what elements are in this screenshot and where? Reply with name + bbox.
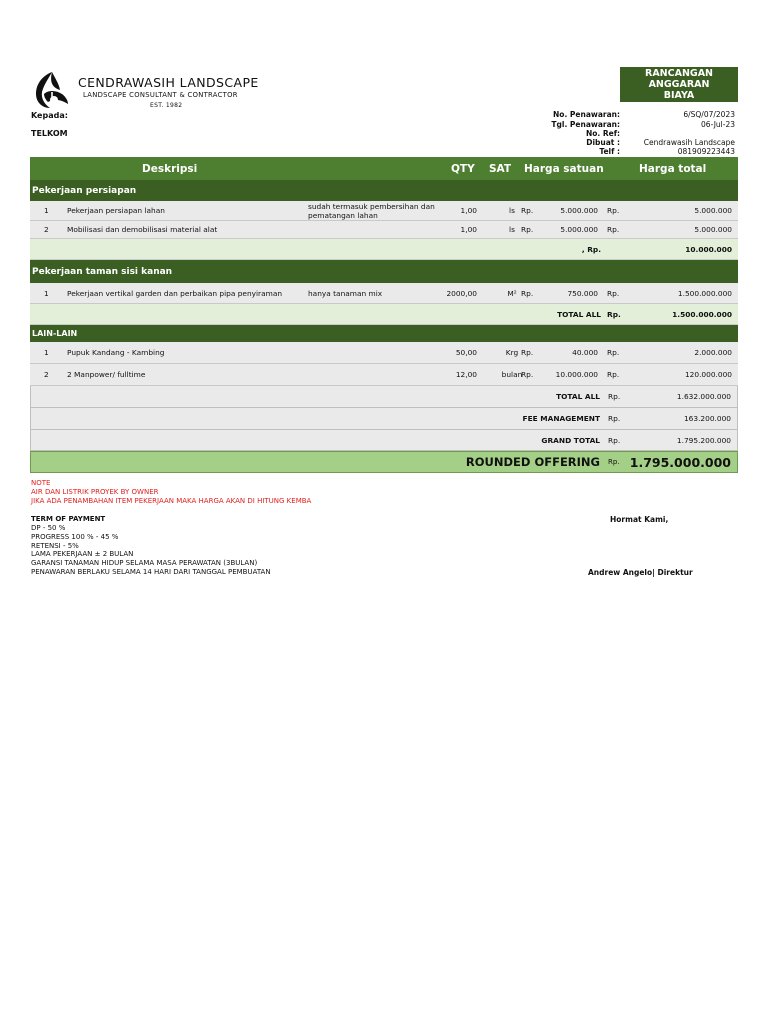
rounded-offering-row (30, 451, 738, 473)
table-row (30, 221, 738, 239)
row-unit-price: 40.000 (572, 348, 598, 357)
payment-line: DP - 50 % (31, 524, 66, 532)
document-title-line: ANGGARAN (648, 79, 710, 90)
row-qty: 50,00 (455, 348, 477, 357)
header-sat: SAT (489, 162, 512, 175)
row-unit: ls (509, 225, 515, 234)
row-qty: 12,00 (455, 370, 477, 379)
header-description: Deskripsi (142, 162, 198, 175)
meta-value: 6/SQ/07/2023 (683, 110, 735, 119)
summary-currency: Rp. (608, 414, 621, 423)
summary-value: 1.795.200.000 (676, 435, 731, 445)
header-qty: QTY (451, 162, 475, 175)
row-description: Mobilisasi dan demobilisasi material alat (67, 225, 218, 234)
row-unit-price: 750.000 (567, 288, 598, 298)
section-title: LAIN-LAIN (32, 329, 78, 338)
table-header (30, 157, 738, 180)
summary-label: GRAND TOTAL (541, 435, 600, 445)
document-title-line: RANCANGAN (645, 68, 713, 79)
row-currency: Rp. (521, 348, 534, 357)
company-name: CENDRAWASIH LANDSCAPE (78, 75, 259, 90)
rounded-offering-value: 1.795.000.000 (629, 454, 731, 470)
row-number: 1 (44, 348, 49, 357)
rounded-offering-label: ROUNDED OFFERING (465, 455, 600, 469)
subtotal-currency: Rp. (607, 309, 621, 319)
section-header (30, 325, 738, 342)
row-description: Pekerjaan vertikal garden dan perbaikan pipa penyiraman (67, 288, 283, 298)
subtotal-row (30, 304, 738, 325)
payment-line: LAMA PEKERJAAN ± 2 BULAN (31, 550, 134, 558)
summary-row-total-all (30, 386, 738, 408)
header-unit-price: Harga satuan (524, 162, 604, 175)
row-number: 1 (44, 288, 49, 298)
note-title: NOTE (31, 479, 51, 487)
row-total: 1.500.000.000 (677, 288, 732, 298)
subtotal-value: 1.500.000.000 (672, 309, 732, 319)
summary-value: 163.200.000 (683, 414, 731, 423)
summary-row-grand-total (30, 430, 738, 451)
row-total: 2.000.000 (694, 348, 732, 357)
document-title-box (620, 67, 738, 102)
section-header (30, 260, 738, 283)
row-currency: Rp. (521, 225, 534, 234)
table-row (30, 283, 738, 304)
table-row (30, 364, 738, 386)
row-currency: Rp. (521, 288, 534, 298)
row-qty: 1,00 (460, 225, 477, 234)
row-currency: Rp. (607, 225, 620, 234)
payment-line: GARANSI TANAMAN HIDUP SELAMA MASA PERAWATAN (3BULAN) (31, 559, 258, 567)
row-currency: Rp. (607, 348, 620, 357)
table-row (30, 342, 738, 364)
meta-label: Dibuat : (586, 138, 620, 147)
meta-value: 081909223443 (677, 147, 735, 156)
row-unit: Krg (505, 348, 519, 357)
row-unit-price: 5.000.000 (560, 225, 598, 234)
recipient-value: TELKOM (31, 129, 68, 138)
summary-currency: Rp. (608, 392, 621, 401)
row-number: 1 (44, 206, 49, 215)
summary-label: FEE MANAGEMENT (522, 414, 600, 423)
row-description: Pupuk Kandang - Kambing (67, 348, 165, 357)
company-est: EST. 1982 (150, 102, 183, 109)
meta-label: No. Ref: (585, 129, 620, 138)
summary-currency: Rp. (608, 435, 621, 445)
summary-value: 1.632.000.000 (676, 392, 731, 401)
company-subtitle: LANDSCAPE CONSULTANT & CONTRACTOR (83, 91, 238, 99)
row-note: sudah termasuk pembersihan dan pematangan lahan (308, 201, 435, 220)
row-currency: Rp. (607, 288, 620, 298)
summary-row-fee-management (30, 408, 738, 430)
row-number: 2 (44, 370, 49, 379)
row-qty: 1,00 (460, 206, 477, 215)
recipient-label: Kepada: (31, 111, 68, 120)
meta-label: Telf : (599, 147, 620, 156)
note-line: AIR DAN LISTRIK PROYEK BY OWNER (31, 488, 159, 496)
summary-label: TOTAL ALL (556, 392, 600, 401)
table-row (30, 201, 738, 221)
row-qty: 2000,00 (446, 288, 477, 298)
payment-line: PROGRESS 100 % - 45 % (31, 533, 119, 541)
subtotal-label: , Rp. (581, 244, 601, 254)
row-currency: Rp. (521, 370, 534, 379)
row-unit: ls (509, 206, 515, 215)
section-header (30, 180, 738, 201)
section-title: Pekerjaan taman sisi kanan (32, 266, 173, 277)
signature-signer: Andrew Angelo| Direktur (588, 568, 693, 577)
row-description: Pekerjaan persiapan lahan (67, 206, 165, 215)
meta-value: 06-Jul-23 (701, 120, 735, 129)
leaf-logo-icon (32, 70, 72, 110)
meta-value: Cendrawasih Landscape (643, 138, 735, 147)
row-description: 2 Manpower/ fulltime (67, 370, 146, 379)
payment-title: TERM OF PAYMENT (31, 515, 106, 523)
subtotal-label: TOTAL ALL (557, 309, 601, 319)
row-unit: bulan (501, 370, 523, 379)
row-unit-price: 5.000.000 (560, 206, 598, 215)
subtotal-value: 10.000.000 (685, 244, 732, 254)
row-number: 2 (44, 225, 49, 234)
row-total: 120.000.000 (684, 370, 732, 379)
row-unit: M² (507, 288, 517, 298)
row-currency: Rp. (521, 206, 534, 215)
subtotal-row (30, 239, 738, 260)
payment-line: PENAWARAN BERLAKU SELAMA 14 HARI DARI TANGGAL PEMBUATAN (31, 568, 271, 576)
section-title: Pekerjaan persiapan (32, 185, 137, 196)
row-currency: Rp. (607, 206, 620, 215)
rounded-offering-currency: Rp. (608, 458, 620, 466)
row-unit-price: 10.000.000 (555, 370, 598, 379)
signature-greeting: Hormat Kami, (610, 515, 669, 524)
meta-label: Tgl. Penawaran: (551, 120, 620, 129)
row-note: hanya tanaman mix (308, 288, 383, 298)
note-line: JIKA ADA PENAMBAHAN ITEM PEKERJAAN MAKA HARGA AKAN DI HITUNG KEMBA (31, 497, 312, 505)
payment-line: RETENSI - 5% (31, 542, 79, 550)
row-total: 5.000.000 (694, 225, 732, 234)
row-currency: Rp. (607, 370, 620, 379)
meta-label: No. Penawaran: (553, 110, 620, 119)
row-total: 5.000.000 (694, 206, 732, 215)
document-title-line: BIAYA (663, 90, 695, 101)
header-total: Harga total (639, 162, 707, 175)
